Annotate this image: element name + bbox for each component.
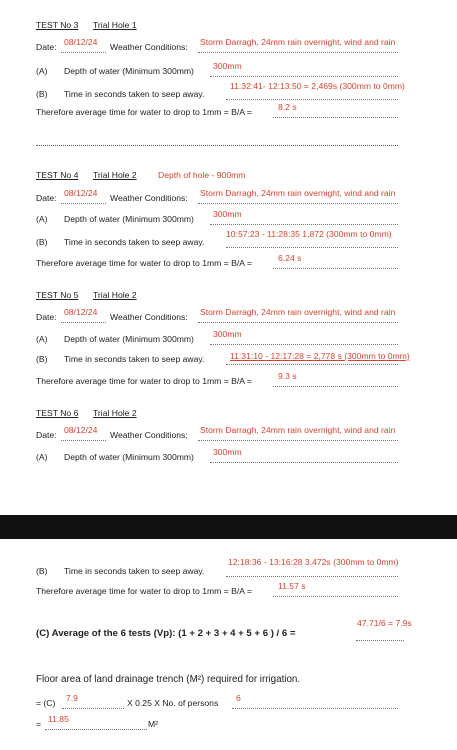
area-value: 11.85 [48,714,69,724]
item-b-label: (B) [36,89,48,99]
test-title: TEST No 5 [36,290,79,300]
item-b-label: (B) [36,354,48,364]
average-label: Therefore average time for water to drop to 1mm = B/A = [36,376,252,386]
seep-label: Time in seconds taken to seep away. [64,237,205,247]
date-value: 08/12/24 [64,37,98,47]
trial-hole-label: Trial Hole 1 [93,20,137,30]
seep-label: Time in seconds taken to seep away. [64,566,205,576]
date-label: Date: [36,312,57,322]
depth-value: 300mm [213,61,242,71]
depth-label: Depth of water (Minimum 300mm) [64,452,194,462]
date-value: 08/12/24 [64,425,98,435]
date-label: Date: [36,430,57,440]
area-unit: M² [148,719,159,729]
item-a-label: (A) [36,334,48,344]
depth-label: Depth of water (Minimum 300mm) [64,334,194,344]
item-b-label: (B) [36,237,48,247]
test-title: TEST No 3 [36,20,79,30]
trial-hole-label: Trial Hole 2 [93,408,137,418]
seep-value: 11:31:10 - 12:17:28 = 2,778 s (300mm to 0mm) [230,351,410,361]
c-value: 7.9 [66,693,78,703]
persons-value: 6 [236,693,241,703]
date-value: 08/12/24 [64,188,98,198]
average-value: 9.3 s [278,371,297,381]
weather-value: Storm Darragh, 24mm rain overnight, wind and rain [200,188,396,198]
item-b-label: (B) [36,566,48,576]
test-title: TEST No 4 [36,170,79,180]
average-label: Therefore average time for water to drop to 1mm = B/A = [36,107,252,117]
date-value: 08/12/24 [64,307,98,317]
trial-hole-label: Trial Hole 2 [93,170,137,180]
depth-value: 300mm [213,447,242,457]
weather-label: Weather Conditions: [110,193,188,203]
item-a-label: (A) [36,452,48,462]
item-a-label: (A) [36,66,48,76]
depth-label: Depth of water (Minimum 300mm) [64,214,194,224]
seep-value: 12:18:36 - 13:16:28 3,472s (300mm to 0mm) [228,557,399,567]
weather-value: Storm Darragh, 24mm rain overnight, wind and rain [200,37,396,47]
item-a-label: (A) [36,214,48,224]
average-of-tests-label: (C) Average of the 6 tests (Vp): (1 + 2 + 3 + 4 + 5 + 6 ) / 6 = [36,628,296,639]
average-value: 8.2 s [278,102,297,112]
weather-label: Weather Conditions: [110,312,188,322]
page-break [0,515,457,539]
test-title: TEST No 6 [36,408,79,418]
weather-label: Weather Conditions: [110,430,188,440]
date-label: Date: [36,193,57,203]
depth-label: Depth of water (Minimum 300mm) [64,66,194,76]
average-label: Therefore average time for water to drop to 1mm = B/A = [36,586,252,596]
average-value: 11.57 s [278,581,306,591]
seep-value: 11:32:41- 12:13:50 = 2,469s (300mm to 0mm) [230,81,405,91]
average-value: 6.24 s [278,253,302,263]
seep-label: Time in seconds taken to seep away. [64,354,205,364]
floor-area-heading: Floor area of land drainage trench (M²) required for irrigation. [36,674,301,685]
seep-value: 10:57:23 - 11:28:35 1,872 (300mm to 0mm) [226,229,392,239]
form-page-2 [0,539,457,750]
eq-result-prefix: = [36,719,42,729]
trial-hole-label: Trial Hole 2 [93,290,137,300]
weather-label: Weather Conditions: [110,42,188,52]
seep-label: Time in seconds taken to seep away. [64,89,205,99]
hole-depth-note: Depth of hole - 900mm [158,170,246,180]
section-divider [36,145,398,146]
date-label: Date: [36,42,57,52]
weather-value: Storm Darragh, 24mm rain overnight, wind and rain [200,307,396,317]
multiplier-text: X 0.25 X No. of persons [127,698,219,708]
weather-value: Storm Darragh, 24mm rain overnight, wind and rain [200,425,396,435]
eq-c-prefix: = (C) [36,698,56,708]
depth-value: 300mm [213,209,242,219]
average-label: Therefore average time for water to drop to 1mm = B/A = [36,258,252,268]
average-of-tests-value: 47.71/6 = 7.9s [357,618,412,628]
depth-value: 300mm [213,329,242,339]
